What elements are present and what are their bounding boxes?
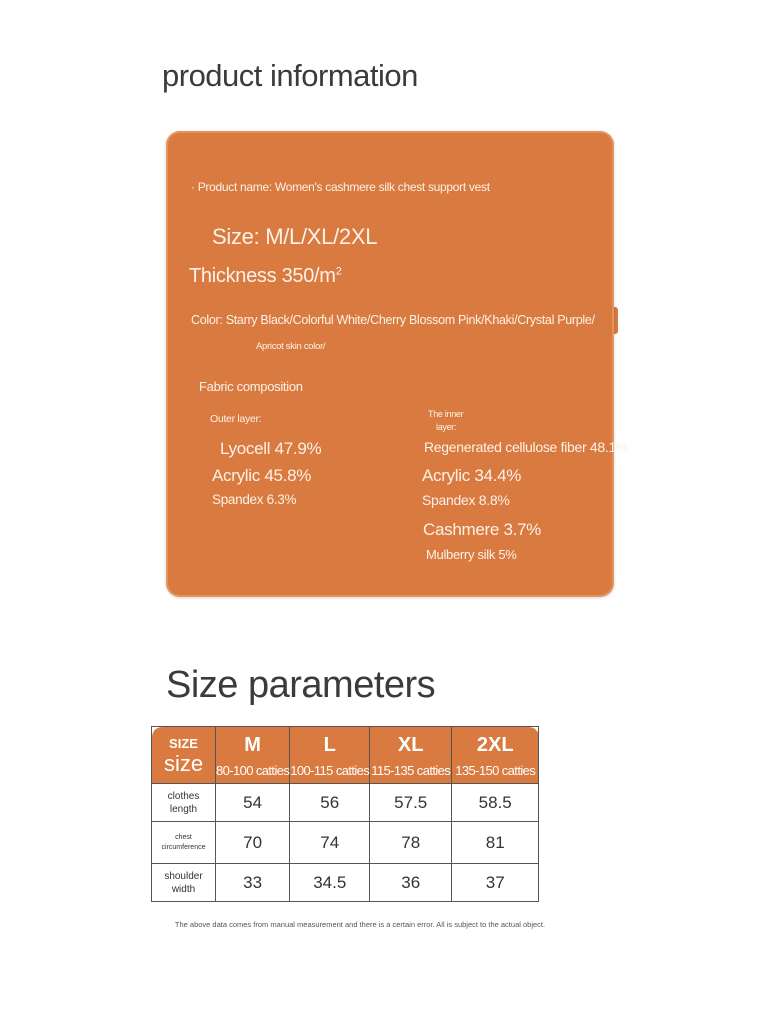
- table-cell: 54: [216, 784, 290, 822]
- table-cell: 78: [370, 822, 452, 864]
- table-row: [152, 784, 539, 822]
- inner-fabric-item: Acrylic 34.4%: [422, 466, 522, 485]
- table-cell: 36: [370, 864, 452, 902]
- size-column-header: XL 115-135 catties: [370, 727, 452, 784]
- table-cell: 57.5: [370, 784, 452, 822]
- table-row: [152, 822, 539, 864]
- outer-fabric-item: Spandex 6.3%: [212, 492, 297, 507]
- inner-fabric-item: Regenerated cellulose fiber 48.1%: [424, 439, 629, 455]
- table-cell: 81: [452, 822, 539, 864]
- measurement-footnote: The above data comes from manual measurement and there is a certain error. All is subject to the actual object.: [174, 920, 546, 929]
- table-cell: 70: [216, 822, 290, 864]
- outer-fabric-item: Lyocell 47.9%: [220, 439, 322, 458]
- size-parameters-title: Size parameters: [166, 664, 436, 706]
- size-line: Size: M/L/XL/2XL: [212, 224, 378, 249]
- table-cell: 34.5: [290, 864, 370, 902]
- table-cell: 56: [290, 784, 370, 822]
- row-label: chest circumference: [152, 822, 216, 864]
- color-line-continued: Apricot skin color/: [256, 341, 326, 352]
- table-cell: 58.5: [452, 784, 539, 822]
- table-cell: 37: [452, 864, 539, 902]
- row-label: shoulder width: [152, 864, 216, 902]
- size-table: [151, 726, 539, 902]
- outer-layer-label: Outer layer:: [210, 413, 262, 425]
- inner-fabric-item: Mulberry silk 5%: [426, 547, 517, 562]
- product-info-title: product information: [162, 58, 418, 93]
- size-column-header: M 80-100 catties: [216, 727, 290, 784]
- inner-fabric-item: Cashmere 3.7%: [423, 520, 541, 539]
- fabric-composition-title: Fabric composition: [199, 379, 303, 394]
- size-header-corner: SIZE size: [152, 727, 216, 784]
- thickness-line: Thickness $350/m^2$: [189, 265, 342, 287]
- color-line: Color: Starry Black/Colorful White/Cherry Blossom Pink/Khaki/Crystal Purple/: [191, 313, 595, 327]
- product-info-card: [166, 131, 629, 597]
- inner-layer-label-cont: layer:: [436, 422, 457, 432]
- outer-fabric-item: Acrylic 45.8%: [212, 466, 312, 485]
- table-row: [152, 864, 539, 902]
- table-cell: 74: [290, 822, 370, 864]
- size-header-row: [152, 727, 539, 784]
- inner-fabric-item: Spandex 8.8%: [422, 492, 510, 508]
- table-cell: 33: [216, 864, 290, 902]
- row-label: clothes length: [152, 784, 216, 822]
- product-name: · Product name: Women's cashmere silk chest support vest: [191, 180, 490, 194]
- size-column-header: L 100-115 catties: [290, 727, 370, 784]
- size-column-header: 2XL 135-150 catties: [452, 727, 539, 784]
- inner-layer-label: The inner: [428, 409, 464, 419]
